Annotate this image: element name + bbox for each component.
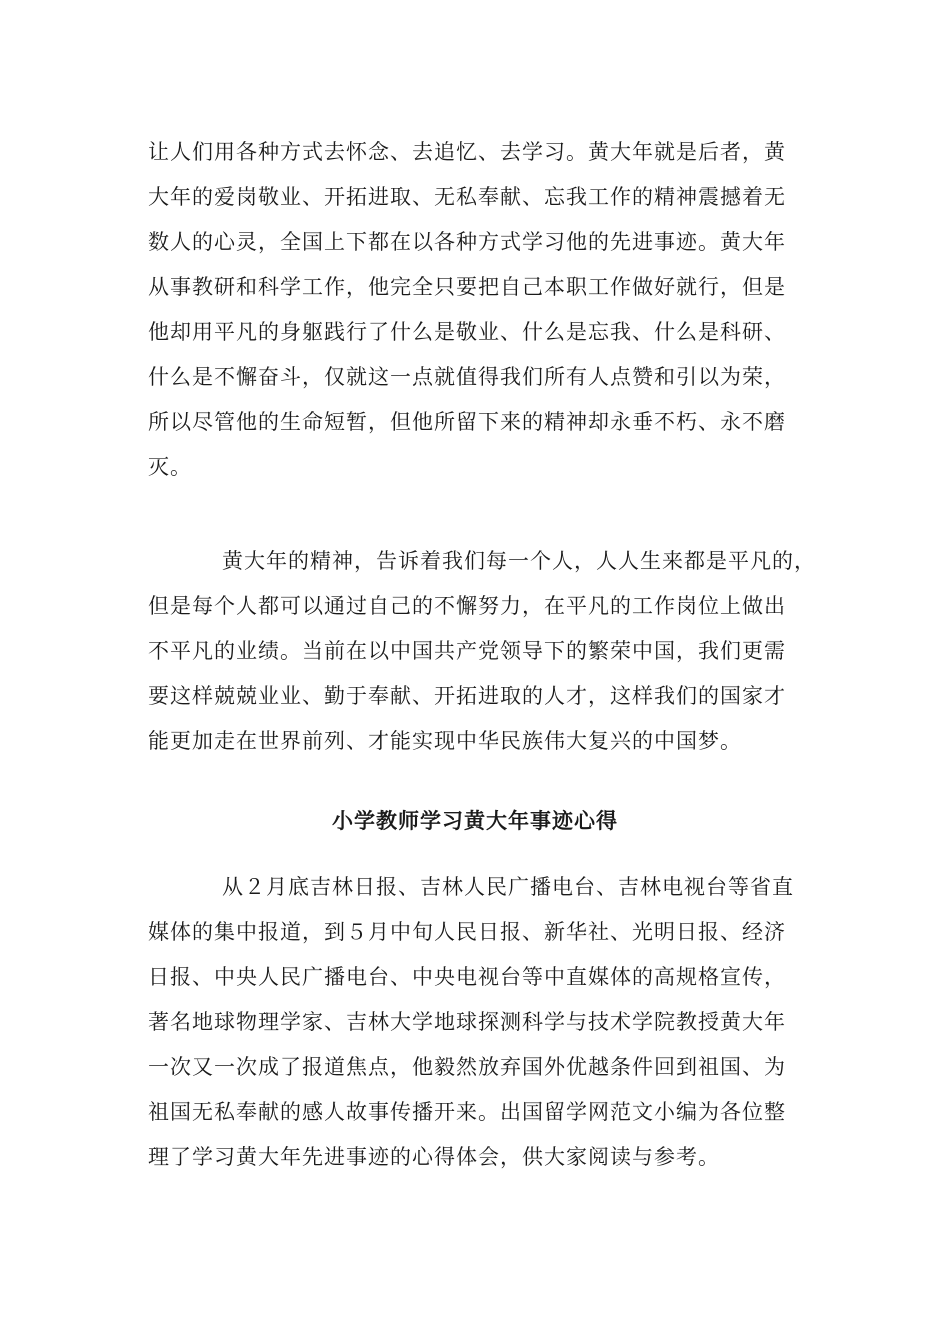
text-line: 一次又一次成了报道焦点，他毅然放弃国外优越条件回到祖国、为 xyxy=(148,1055,786,1079)
text-line: 祖国无私奉献的感人故事传播开来。出国留学网范文小编为各位整 xyxy=(148,1100,786,1124)
text-line: 要这样兢兢业业、勤于奉献、开拓进取的人才，这样我们的国家才 xyxy=(148,684,786,708)
text-line: 从２月底吉林日报、吉林人民广播电台、吉林电视台等省直 xyxy=(222,875,794,899)
text-line: 但是每个人都可以通过自己的不懈努力，在平凡的工作岗位上做出 xyxy=(148,594,786,618)
text-line: 灭。 xyxy=(148,455,192,479)
text-line: 著名地球物理学家、吉林大学地球探测科学与技术学院教授黄大年 xyxy=(148,1010,786,1034)
text-line: 黄大年的精神，告诉着我们每一个人，人人生来都是平凡的， xyxy=(222,549,816,573)
text-line: 媒体的集中报道，到５月中旬人民日报、新华社、光明日报、经济 xyxy=(148,920,786,944)
text-line: 理了学习黄大年先进事迹的心得体会，供大家阅读与参考。 xyxy=(148,1145,720,1169)
text-line: 不平凡的业绩。当前在以中国共产党领导下的繁荣中国，我们更需 xyxy=(148,639,786,663)
text-line: 什么是不懈奋斗，仅就这一点就值得我们所有人点赞和引以为荣， xyxy=(148,365,786,389)
text-line: 从事教研和科学工作，他完全只要把自己本职工作做好就行，但是 xyxy=(148,275,786,299)
text-line: 他却用平凡的身躯践行了什么是敬业、什么是忘我、什么是科研、 xyxy=(148,320,786,344)
text-line: 能更加走在世界前列、才能实现中华民族伟大复兴的中国梦。 xyxy=(148,729,742,753)
text-line: 所以尽管他的生命短暂，但他所留下来的精神却永垂不朽、永不磨 xyxy=(148,410,786,434)
text-line: 让人们用各种方式去怀念、去追忆、去学习。黄大年就是后者，黄 xyxy=(148,140,786,164)
article-title: 小学教师学习黄大年事迹心得 xyxy=(332,809,618,833)
text-line: 数人的心灵，全国上下都在以各种方式学习他的先进事迹。黄大年 xyxy=(148,230,786,254)
text-line: 大年的爱岗敬业、开拓进取、无私奉献、忘我工作的精神震撼着无 xyxy=(148,185,786,209)
text-line: 日报、中央人民广播电台、中央电视台等中直媒体的高规格宣传， xyxy=(148,965,786,989)
